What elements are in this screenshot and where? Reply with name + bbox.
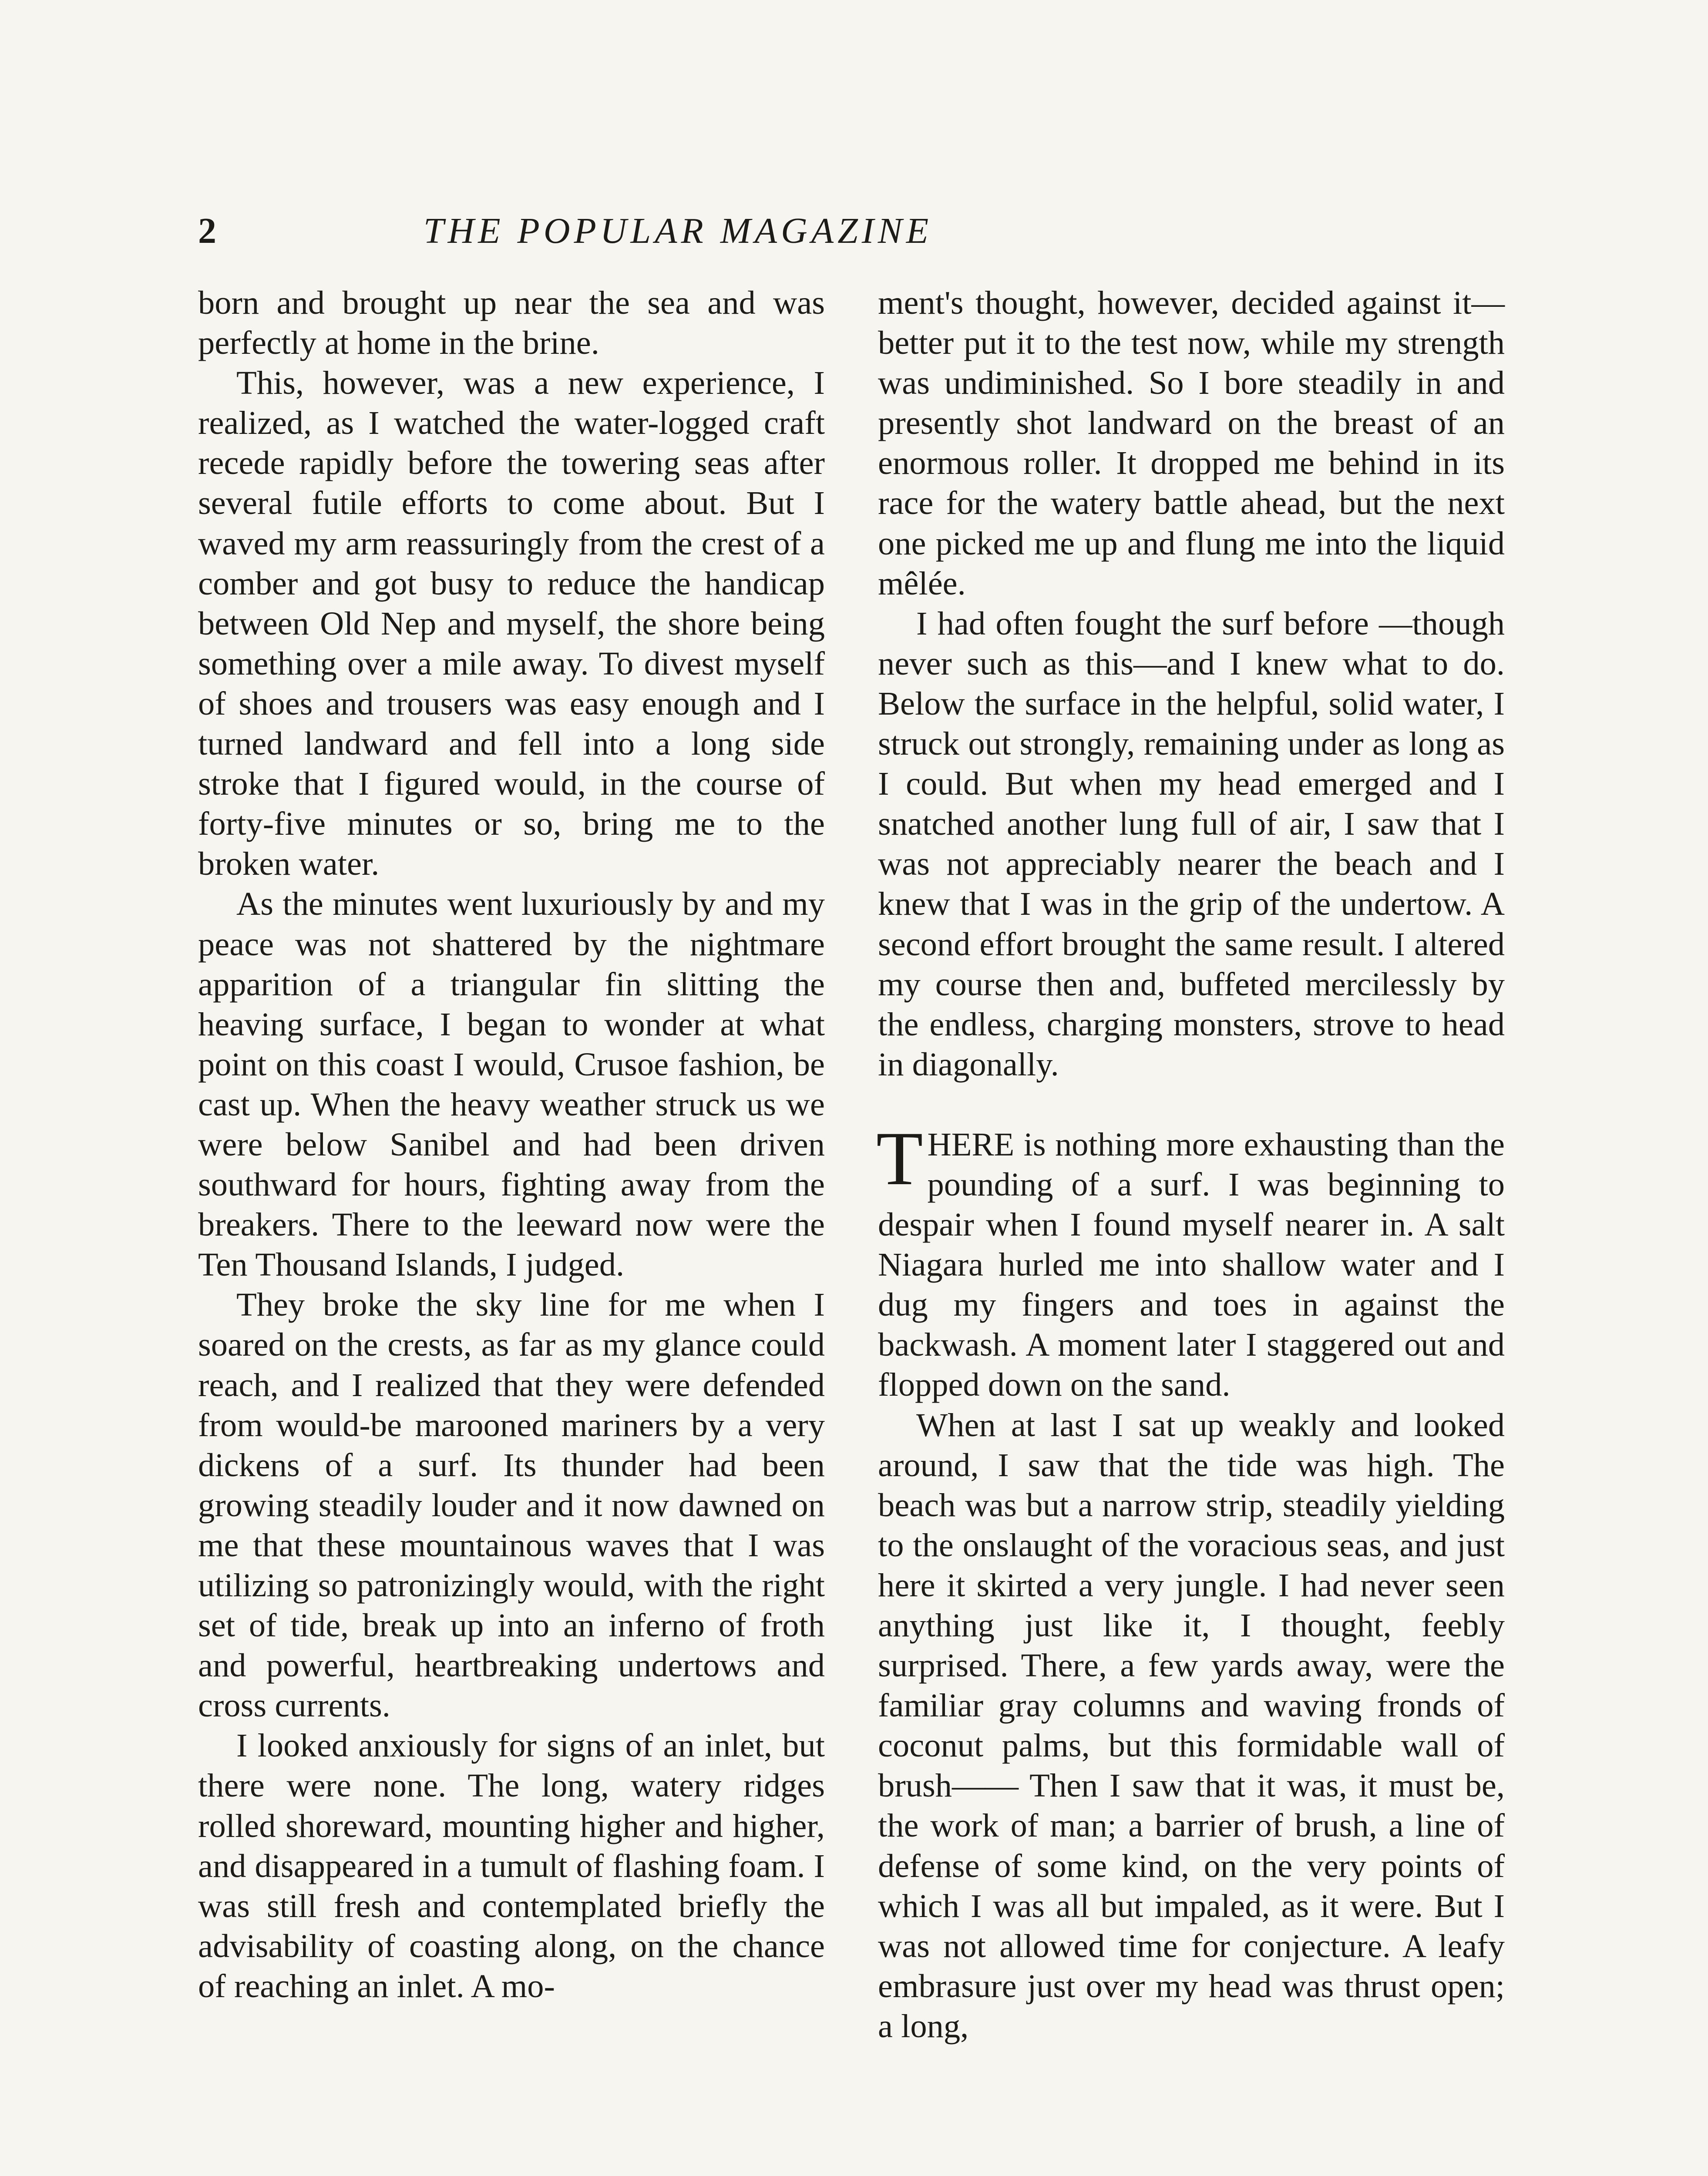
- section-opening-text: HERE is nothing more exhausting than the pounding of a surf. I was beginning to despair when I found myself nearer in. A salt Niagara hurled me into shallow water and I dug my fingers and toes in against the backwash. A moment later I staggered out and flopped down on the sand.: [878, 1125, 1505, 1404]
- right-column: [878, 283, 1505, 2046]
- paragraph: As the minutes went luxuriously by and my peace was not shattered by the nightmare apparition of a triangular fin slitting the heaving surface, I began to wonder at what point on this coast I would, Crusoe fashion, be cast up. When the heavy weather struck us we were below Sanibel and had been driven southward for hours, fighting away from the breakers. There to the leeward now were the Ten Thousand Islands, I judged.: [198, 885, 825, 1283]
- paragraph: born and brought up near the sea and was perfectly at home in the brine.: [198, 284, 825, 362]
- paragraph: I looked anxiously for signs of an inlet, but there were none. The long, watery ridges rolled shoreward, mounting higher and higher, and disappeared in a tumult of flashing foam. I was still fresh and contemplated briefly the advisability of coasting along, on the chance of reaching an inlet. A mo-: [198, 1727, 825, 2005]
- paragraph: This, however, was a new experience, I realized, as I watched the water-logged craft recede rapidly before the towering seas after several futile efforts to come about. But I waved my arm reassuringly from the crest of a comber and got busy to reduce the handicap between Old Nep and myself, the shore being something over a mile away. To divest myself of shoes and trousers was easy enough and I turned landward and fell into a long side stroke that I figured would, in the course of forty-five minutes or so, bring me to the broken water.: [198, 364, 825, 883]
- page-number: 2: [198, 211, 216, 251]
- running-title: THE POPULAR MAGAZINE: [423, 211, 933, 251]
- paragraph: When at last I sat up weakly and looked around, I saw that the tide was high. The beach was but a narrow strip, steadily yielding to the onslaught of the voracious seas, and just here it skirted a very jungle. I had never seen anything just like it, I thought, feebly surprised. There, a few yards away, were the familiar gray columns and waving fronds of coconut palms, but this formidable wall of brush—— Then I saw that it was, it must be, the work of man; a barrier of brush, a line of defense of some kind, on the very points of which I was all but impaled, as it were. But I was not allowed time for conjecture. A leafy embrasure just over my head was thrust open; a long,: [878, 1406, 1505, 2045]
- paragraph: They broke the sky line for me when I soared on the crests, as far as my glance could reach, and I realized that they were defended from would-be marooned mariners by a very dickens of a surf. Its thunder had been growing steadily louder and it now dawned on me that these mountainous waves that I was utilizing so patronizingly would, with the right set of tide, break up into an inferno of froth and powerful, heartbreaking undertows and cross currents.: [198, 1286, 825, 1724]
- paragraph: I had often fought the surf before —though never such as this—and I knew what to do. Below the surface in the helpful, solid water, I struck out strongly, remaining under as long as I could. But when my head emerged and I snatched another lung full of air, I saw that I was not appreciably nearer the beach and I knew that I was in the grip of the undertow. A second effort brought the same result. I altered my course then and, buffeted mercilessly by the endless, charging monsters, strove to head in diagonally.: [878, 604, 1505, 1083]
- drop-cap: T: [876, 1116, 923, 1201]
- section-opening-paragraph: [876, 1116, 1505, 1405]
- left-column: [198, 283, 825, 2006]
- page-header: [198, 207, 1132, 255]
- paragraph: ment's thought, however, decided against it—better put it to the test now, while my strength was undiminished. So I bore steadily in and presently shot landward on the breast of an enormous roller. It dropped me behind in its race for the watery battle ahead, but the next one picked me up and flung me into the liquid mêlée.: [878, 284, 1505, 602]
